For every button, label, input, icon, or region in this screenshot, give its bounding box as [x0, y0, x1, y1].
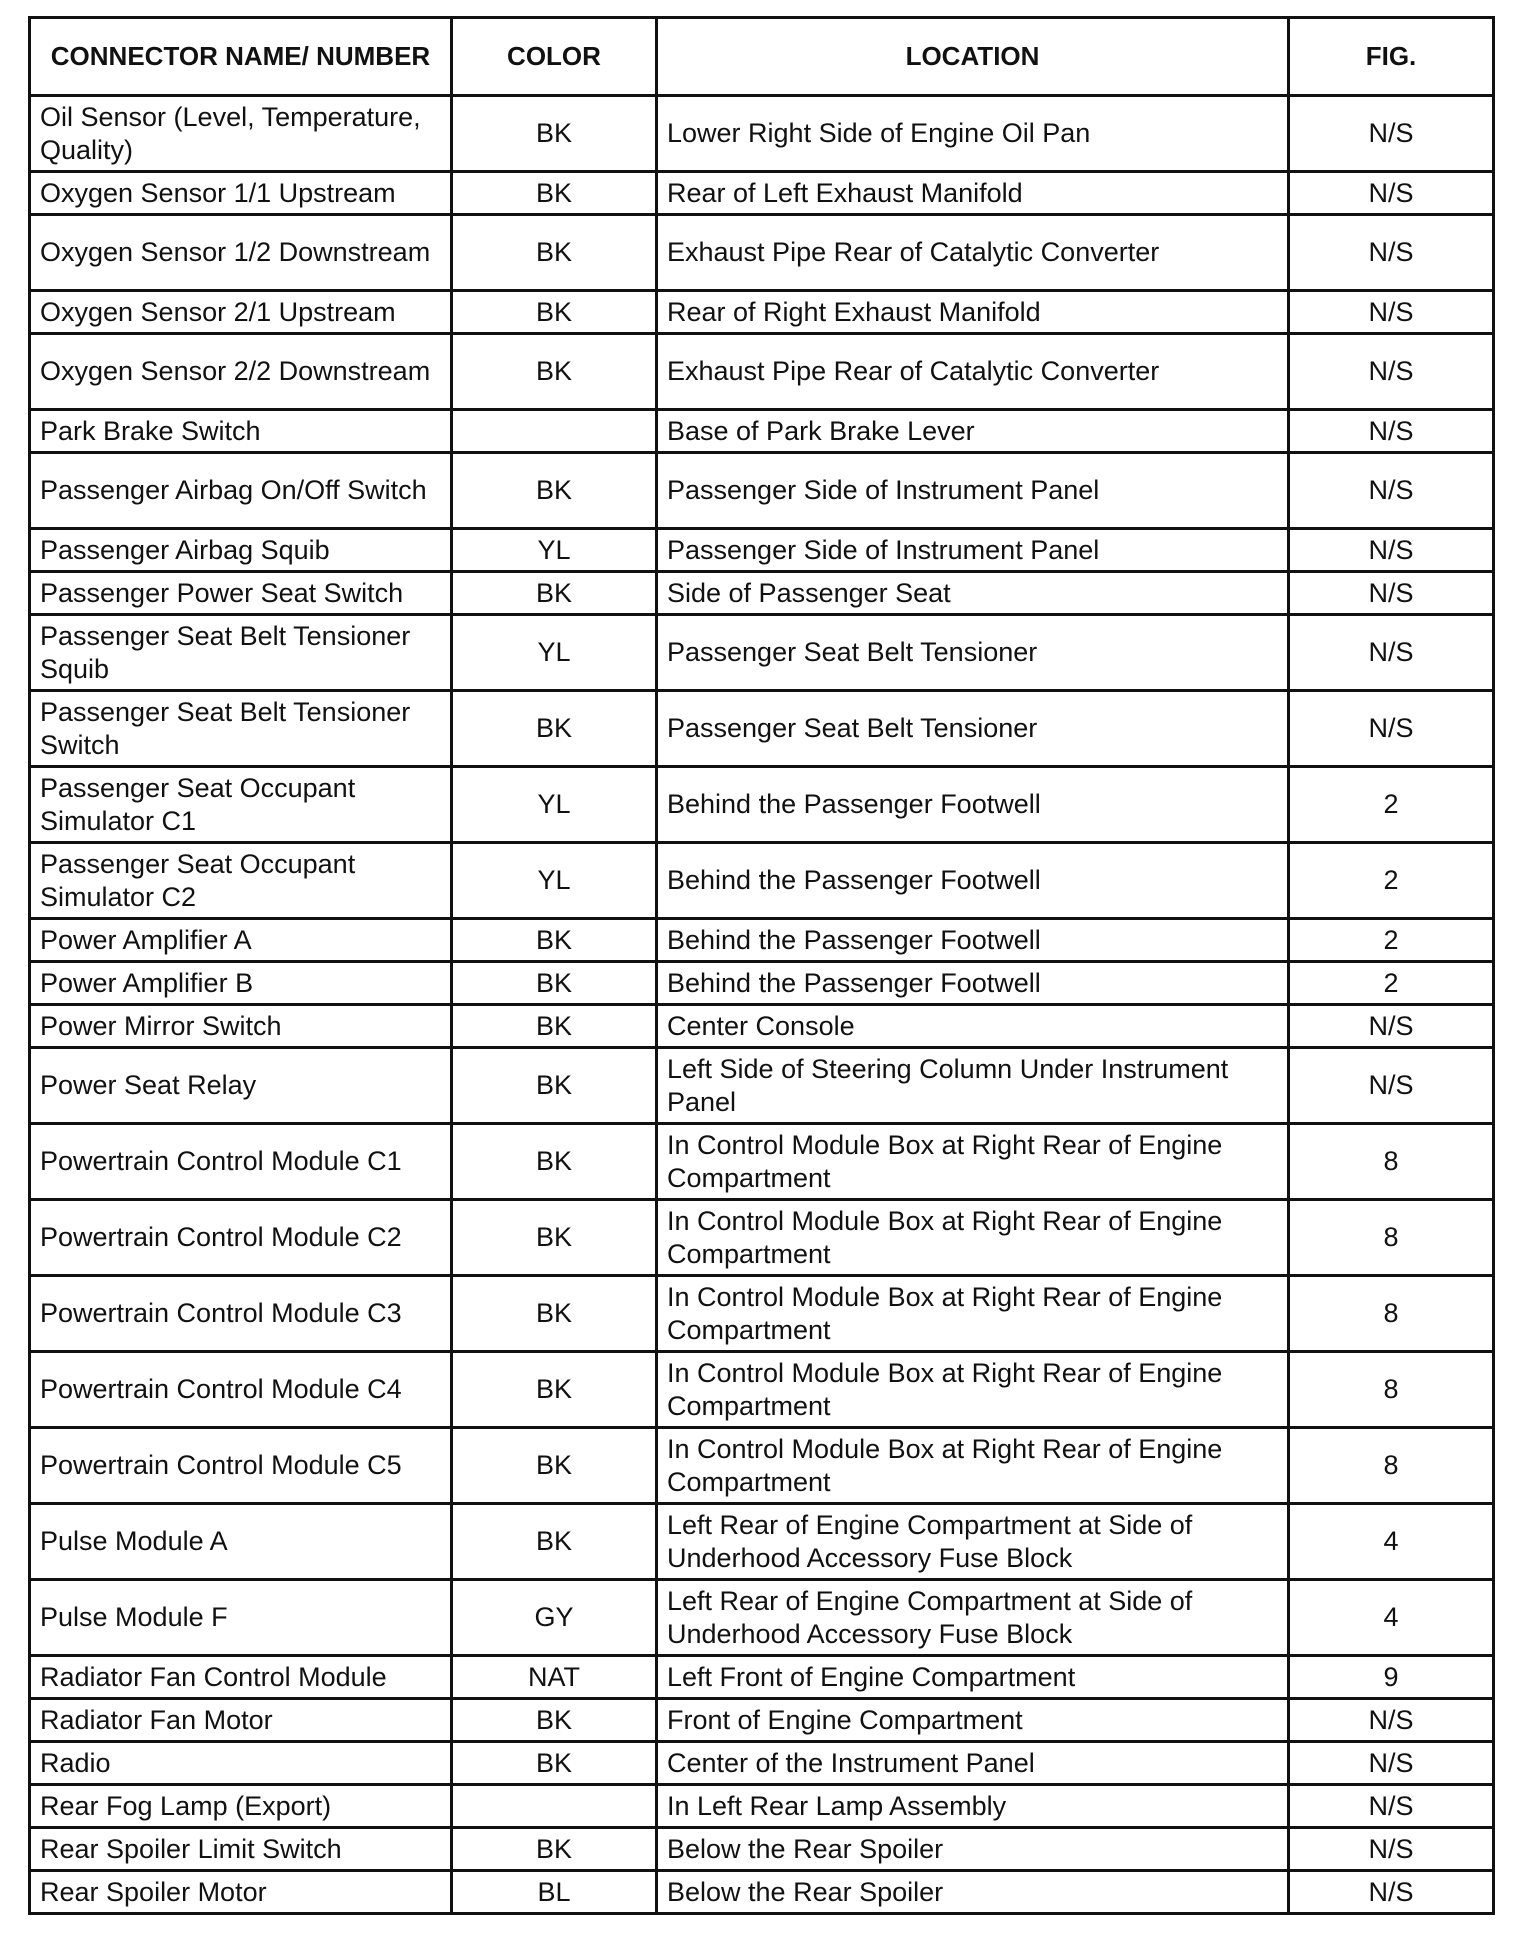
cell-fig: 8	[1289, 1276, 1494, 1352]
cell-connector-name: Powertrain Control Module C1	[30, 1124, 452, 1200]
table-row	[30, 453, 1494, 529]
cell-color	[452, 1785, 657, 1828]
cell-fig: 2	[1289, 843, 1494, 919]
header-color: COLOR	[452, 18, 657, 96]
cell-color: BK	[452, 1428, 657, 1504]
cell-color: YL	[452, 529, 657, 572]
cell-fig: N/S	[1289, 291, 1494, 334]
cell-location: Behind the Passenger Footwell	[657, 919, 1289, 962]
cell-color: YL	[452, 767, 657, 843]
cell-fig: N/S	[1289, 96, 1494, 172]
table-row	[30, 1580, 1494, 1656]
cell-fig: N/S	[1289, 172, 1494, 215]
table-row	[30, 962, 1494, 1005]
cell-connector-name: Passenger Seat Belt Tensioner Switch	[30, 691, 452, 767]
cell-connector-name: Passenger Seat Belt Tensioner Squib	[30, 615, 452, 691]
table-row	[30, 1785, 1494, 1828]
cell-color: BK	[452, 919, 657, 962]
cell-fig: N/S	[1289, 615, 1494, 691]
cell-location: In Control Module Box at Right Rear of Engine Compartment	[657, 1124, 1289, 1200]
cell-color: BK	[452, 291, 657, 334]
table-row	[30, 1656, 1494, 1699]
cell-connector-name: Rear Spoiler Limit Switch	[30, 1828, 452, 1871]
cell-fig: N/S	[1289, 215, 1494, 291]
table-row	[30, 1200, 1494, 1276]
cell-fig: 4	[1289, 1504, 1494, 1580]
table-row	[30, 172, 1494, 215]
cell-connector-name: Radiator Fan Motor	[30, 1699, 452, 1742]
cell-location: Rear of Left Exhaust Manifold	[657, 172, 1289, 215]
cell-color: BK	[452, 572, 657, 615]
cell-connector-name: Rear Fog Lamp (Export)	[30, 1785, 452, 1828]
cell-color: GY	[452, 1580, 657, 1656]
table-row	[30, 1352, 1494, 1428]
cell-fig: 9	[1289, 1656, 1494, 1699]
table-row	[30, 615, 1494, 691]
table-row	[30, 1124, 1494, 1200]
cell-fig: N/S	[1289, 1871, 1494, 1914]
header-connector-name: CONNECTOR NAME/ NUMBER	[30, 18, 452, 96]
cell-fig: N/S	[1289, 572, 1494, 615]
table-row	[30, 572, 1494, 615]
table-row	[30, 96, 1494, 172]
cell-location: Left Side of Steering Column Under Instrument Panel	[657, 1048, 1289, 1124]
table-row	[30, 291, 1494, 334]
cell-connector-name: Powertrain Control Module C5	[30, 1428, 452, 1504]
cell-connector-name: Park Brake Switch	[30, 410, 452, 453]
cell-fig: 2	[1289, 767, 1494, 843]
table-body	[30, 96, 1494, 1914]
connector-table	[28, 16, 1495, 1915]
cell-connector-name: Radio	[30, 1742, 452, 1785]
cell-fig: N/S	[1289, 1699, 1494, 1742]
cell-location: Passenger Side of Instrument Panel	[657, 453, 1289, 529]
cell-connector-name: Oxygen Sensor 1/1 Upstream	[30, 172, 452, 215]
table-row	[30, 1428, 1494, 1504]
cell-color: BK	[452, 1742, 657, 1785]
cell-color: BL	[452, 1871, 657, 1914]
cell-connector-name: Pulse Module A	[30, 1504, 452, 1580]
cell-color: BK	[452, 453, 657, 529]
cell-fig: N/S	[1289, 1828, 1494, 1871]
cell-connector-name: Oxygen Sensor 1/2 Downstream	[30, 215, 452, 291]
cell-connector-name: Passenger Airbag On/Off Switch	[30, 453, 452, 529]
cell-connector-name: Power Seat Relay	[30, 1048, 452, 1124]
cell-location: Front of Engine Compartment	[657, 1699, 1289, 1742]
cell-fig: N/S	[1289, 453, 1494, 529]
cell-location: Left Rear of Engine Compartment at Side of Underhood Accessory Fuse Block	[657, 1580, 1289, 1656]
cell-connector-name: Passenger Airbag Squib	[30, 529, 452, 572]
cell-connector-name: Radiator Fan Control Module	[30, 1656, 452, 1699]
cell-location: Center Console	[657, 1005, 1289, 1048]
cell-color: BK	[452, 1200, 657, 1276]
cell-fig: N/S	[1289, 529, 1494, 572]
table-row	[30, 215, 1494, 291]
cell-location: Behind the Passenger Footwell	[657, 962, 1289, 1005]
cell-location: In Control Module Box at Right Rear of Engine Compartment	[657, 1428, 1289, 1504]
cell-connector-name: Power Mirror Switch	[30, 1005, 452, 1048]
cell-location: Passenger Seat Belt Tensioner	[657, 691, 1289, 767]
cell-connector-name: Passenger Seat Occupant Simulator C1	[30, 767, 452, 843]
cell-fig: N/S	[1289, 691, 1494, 767]
cell-fig: 8	[1289, 1200, 1494, 1276]
header-location: LOCATION	[657, 18, 1289, 96]
cell-location: Rear of Right Exhaust Manifold	[657, 291, 1289, 334]
cell-color: BK	[452, 1352, 657, 1428]
cell-location: In Control Module Box at Right Rear of Engine Compartment	[657, 1352, 1289, 1428]
table-row	[30, 919, 1494, 962]
cell-color: NAT	[452, 1656, 657, 1699]
cell-fig: 8	[1289, 1428, 1494, 1504]
cell-color: BK	[452, 334, 657, 410]
cell-color: BK	[452, 1124, 657, 1200]
cell-color: BK	[452, 1504, 657, 1580]
cell-color: YL	[452, 843, 657, 919]
cell-location: Lower Right Side of Engine Oil Pan	[657, 96, 1289, 172]
cell-color	[452, 410, 657, 453]
cell-connector-name: Powertrain Control Module C2	[30, 1200, 452, 1276]
cell-location: Left Front of Engine Compartment	[657, 1656, 1289, 1699]
cell-fig: N/S	[1289, 1785, 1494, 1828]
cell-color: BK	[452, 1048, 657, 1124]
table-row	[30, 529, 1494, 572]
cell-location: Exhaust Pipe Rear of Catalytic Converter	[657, 334, 1289, 410]
cell-color: BK	[452, 172, 657, 215]
table-row	[30, 1699, 1494, 1742]
cell-fig: 8	[1289, 1352, 1494, 1428]
cell-fig: 8	[1289, 1124, 1494, 1200]
cell-connector-name: Passenger Power Seat Switch	[30, 572, 452, 615]
cell-color: BK	[452, 962, 657, 1005]
table-row	[30, 334, 1494, 410]
cell-connector-name: Power Amplifier A	[30, 919, 452, 962]
cell-location: Behind the Passenger Footwell	[657, 767, 1289, 843]
cell-connector-name: Oxygen Sensor 2/1 Upstream	[30, 291, 452, 334]
table-row	[30, 1742, 1494, 1785]
cell-color: BK	[452, 1005, 657, 1048]
cell-location: In Control Module Box at Right Rear of Engine Compartment	[657, 1276, 1289, 1352]
cell-location: In Left Rear Lamp Assembly	[657, 1785, 1289, 1828]
cell-color: BK	[452, 96, 657, 172]
table-row	[30, 1048, 1494, 1124]
cell-connector-name: Powertrain Control Module C4	[30, 1352, 452, 1428]
cell-location: Exhaust Pipe Rear of Catalytic Converter	[657, 215, 1289, 291]
table-row	[30, 691, 1494, 767]
cell-location: Side of Passenger Seat	[657, 572, 1289, 615]
cell-connector-name: Powertrain Control Module C3	[30, 1276, 452, 1352]
table-row	[30, 1828, 1494, 1871]
cell-fig: 2	[1289, 919, 1494, 962]
cell-color: BK	[452, 1828, 657, 1871]
cell-connector-name: Passenger Seat Occupant Simulator C2	[30, 843, 452, 919]
cell-fig: 4	[1289, 1580, 1494, 1656]
cell-connector-name: Oil Sensor (Level, Temperature, Quality)	[30, 96, 452, 172]
cell-connector-name: Pulse Module F	[30, 1580, 452, 1656]
cell-color: BK	[452, 691, 657, 767]
cell-location: Behind the Passenger Footwell	[657, 843, 1289, 919]
table-row	[30, 1871, 1494, 1914]
cell-location: Below the Rear Spoiler	[657, 1871, 1289, 1914]
cell-location: In Control Module Box at Right Rear of Engine Compartment	[657, 1200, 1289, 1276]
table-row	[30, 1005, 1494, 1048]
cell-location: Below the Rear Spoiler	[657, 1828, 1289, 1871]
cell-location: Left Rear of Engine Compartment at Side of Underhood Accessory Fuse Block	[657, 1504, 1289, 1580]
table-header-row	[30, 18, 1494, 96]
cell-color: BK	[452, 215, 657, 291]
cell-location: Center of the Instrument Panel	[657, 1742, 1289, 1785]
cell-color: BK	[452, 1699, 657, 1742]
table-row	[30, 410, 1494, 453]
cell-color: BK	[452, 1276, 657, 1352]
cell-fig: 2	[1289, 962, 1494, 1005]
cell-location: Passenger Seat Belt Tensioner	[657, 615, 1289, 691]
cell-connector-name: Power Amplifier B	[30, 962, 452, 1005]
cell-fig: N/S	[1289, 1005, 1494, 1048]
cell-fig: N/S	[1289, 334, 1494, 410]
cell-fig: N/S	[1289, 1742, 1494, 1785]
cell-fig: N/S	[1289, 1048, 1494, 1124]
cell-location: Base of Park Brake Lever	[657, 410, 1289, 453]
cell-connector-name: Oxygen Sensor 2/2 Downstream	[30, 334, 452, 410]
cell-color: YL	[452, 615, 657, 691]
table-row	[30, 843, 1494, 919]
header-fig: FIG.	[1289, 18, 1494, 96]
cell-connector-name: Rear Spoiler Motor	[30, 1871, 452, 1914]
table-row	[30, 1504, 1494, 1580]
cell-fig: N/S	[1289, 410, 1494, 453]
cell-location: Passenger Side of Instrument Panel	[657, 529, 1289, 572]
table-row	[30, 767, 1494, 843]
table-row	[30, 1276, 1494, 1352]
